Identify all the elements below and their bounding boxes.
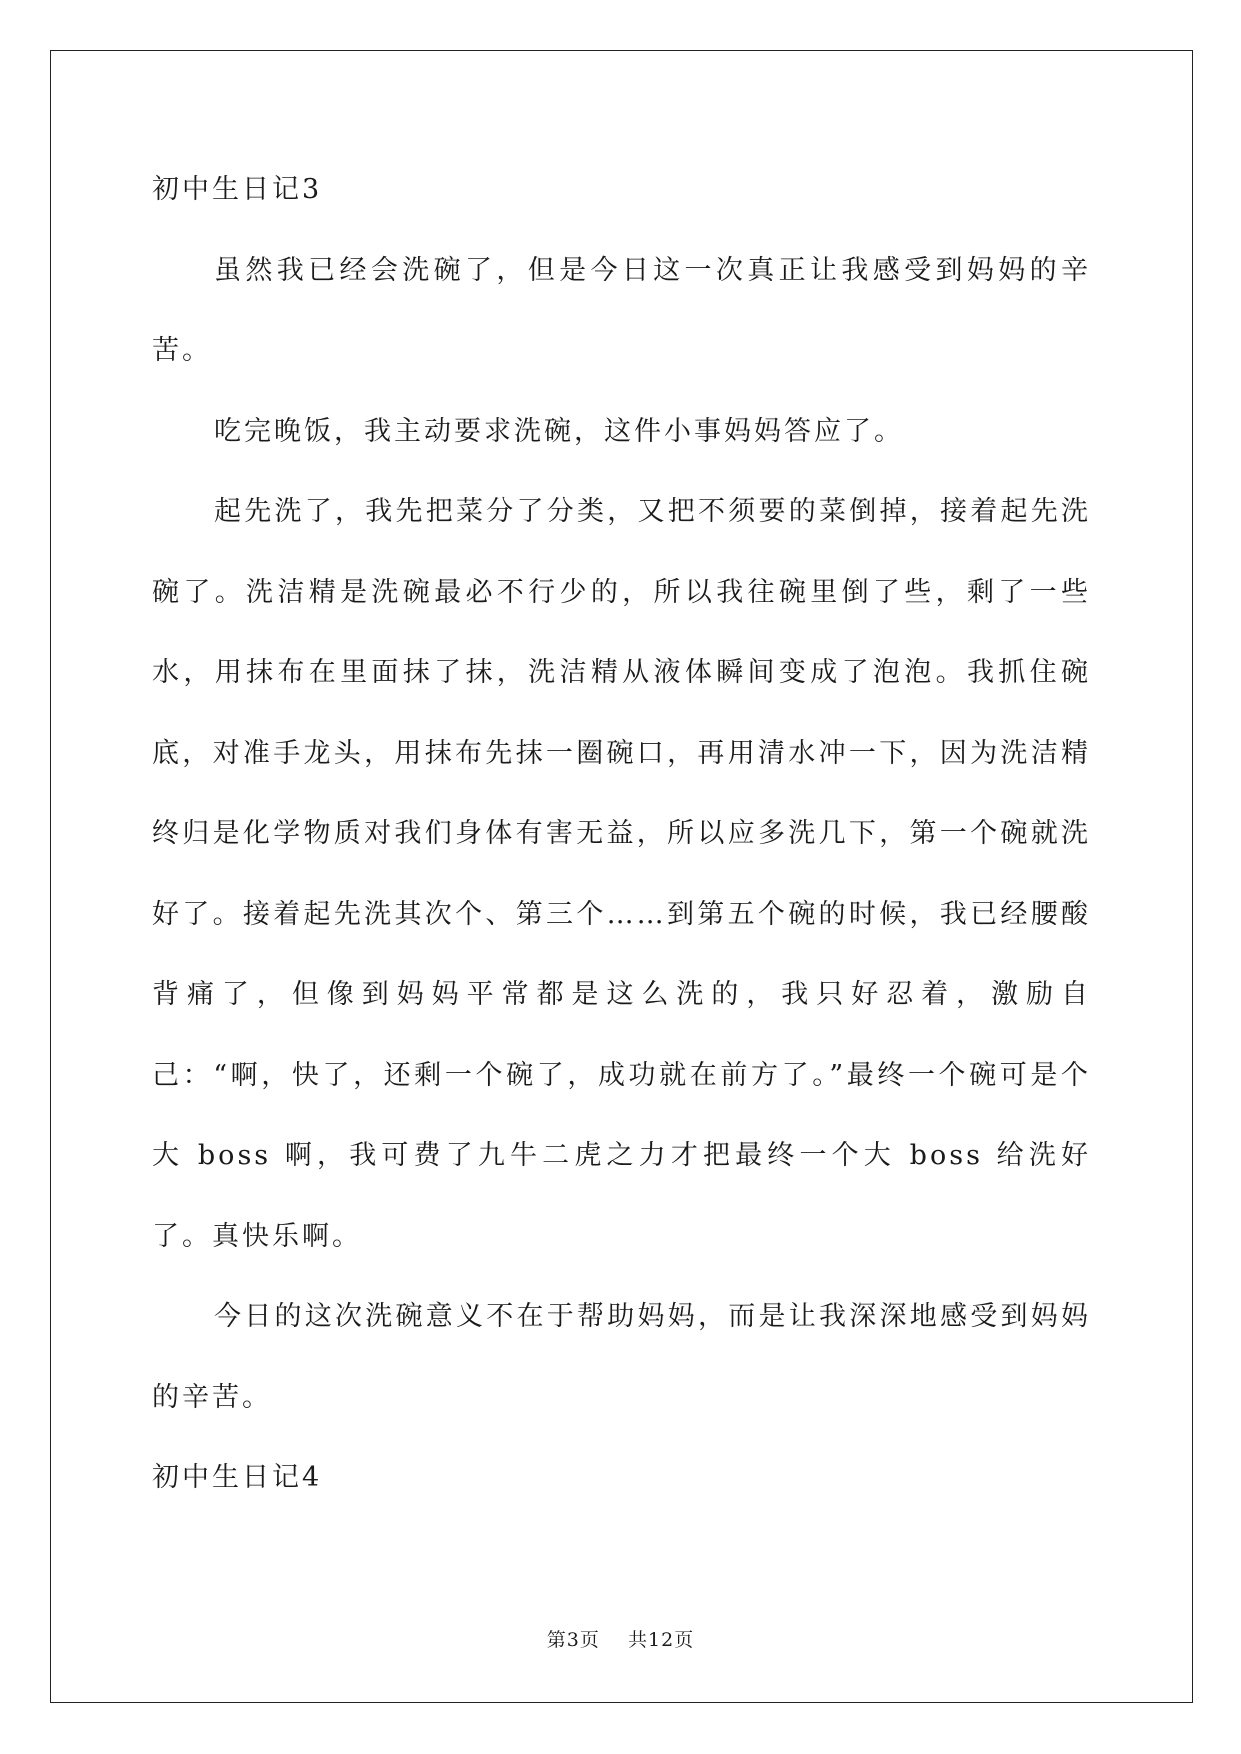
document-body	[152, 150, 1091, 1519]
page-footer	[0, 1625, 1241, 1652]
page-number: 第3页	[546, 1629, 600, 1651]
page-total: 共12页	[628, 1629, 695, 1651]
footer-gap	[600, 1629, 628, 1651]
section-heading: 初中生日记4	[152, 1462, 323, 1493]
paragraph: 吃完晚饭，我主动要求洗碗，这件小事妈妈答应了。	[214, 415, 904, 447]
paragraph: 起先洗了，我先把菜分了分类，又把不须要的菜倒掉，接着起先洗碗了。洗洁精是洗碗最必不行少的，所以我往碗里倒了些，剩了一些水，用抹布在里面抹了抹，洗洁精从液体瞬间变成了泡泡。我抓住碗底，对准手龙头，用抹布先抹一圈碗口，再用清水冲一下，因为洗洁精终归是化学物质对我们身体有害无益，所以应多洗几下，第一个碗就洗好了。接着起先洗其次个、第三个……到第五个碗的时候，我已经腰酸背痛了，但像到妈妈平常都是这么洗的，我只好忍着，激励自己：“啊，快了，还剩一个碗了，成功就在前方了。”最终一个碗可是个大 boss 啊，我可费了九牛二虎之力才把最终一个大 boss 给洗好了。真快乐啊。	[152, 496, 1091, 1252]
paragraph: 虽然我已经会洗碗了，但是今日这一次真正让我感受到妈妈的辛苦。	[152, 254, 1091, 366]
paragraph: 今日的这次洗碗意义不在于帮助妈妈，而是让我深深地感受到妈妈的辛苦。	[152, 1301, 1091, 1413]
section-heading: 初中生日记3	[152, 174, 323, 205]
